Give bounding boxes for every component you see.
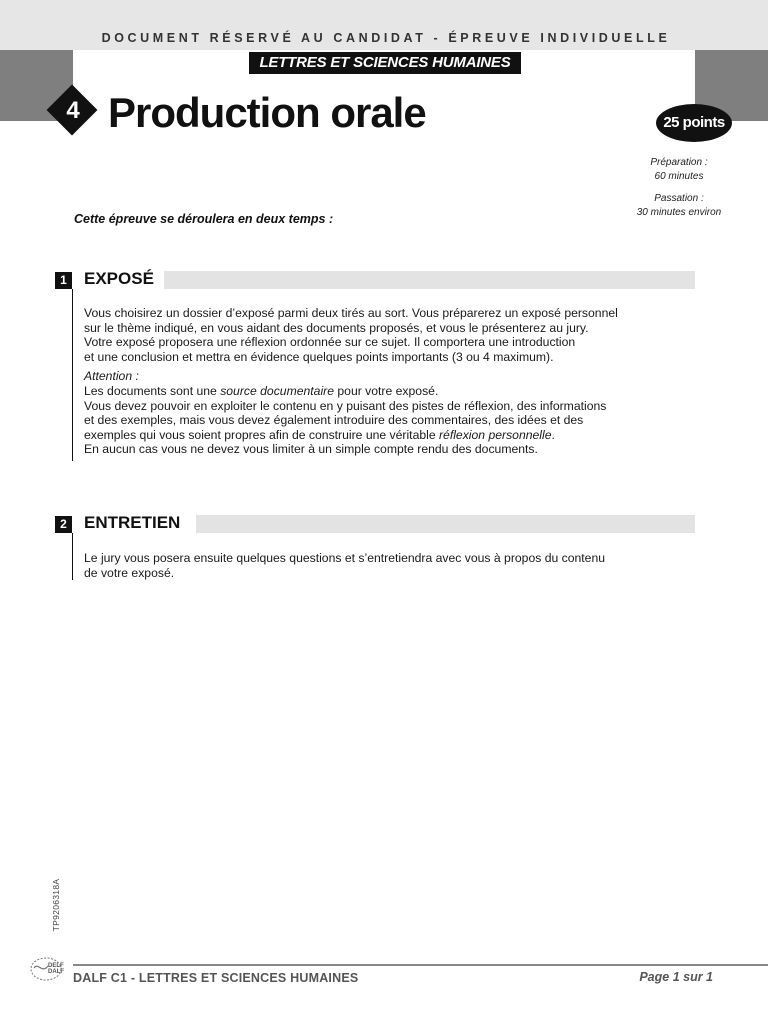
paragraph-line: et une conclusion et mettra en évidence quelques points importants (3 ou 4 maximum). bbox=[84, 349, 554, 364]
svg-text:DELF: DELF bbox=[48, 963, 64, 969]
attention-line: et des exemples, mais vous devez également introduire des commentaires, des idées et des bbox=[84, 413, 584, 428]
section-number: 1 bbox=[55, 272, 72, 289]
paragraph-line: de votre exposé. bbox=[84, 565, 175, 580]
intro-text: Cette épreuve se déroulera en deux temps : bbox=[74, 212, 334, 226]
svg-text:DALF: DALF bbox=[48, 969, 64, 975]
paragraph-line: sur le thème indiqué, en vous aidant des documents proposés, et vous le présenterez au jury. bbox=[84, 320, 589, 335]
paragraph-line: Vous choisirez un dossier d’exposé parmi deux tirés au sort. Vous préparerez un exposé personnel bbox=[84, 306, 618, 320]
section-number: 2 bbox=[55, 516, 72, 533]
preparation-value: 60 minutes bbox=[654, 171, 704, 182]
section-body-entretien bbox=[84, 551, 696, 580]
attention-label: Attention : bbox=[84, 369, 139, 384]
document-code: TP9206318A bbox=[51, 878, 61, 932]
points-badge: 25 points bbox=[656, 104, 732, 142]
part-number: 4 bbox=[66, 97, 80, 124]
timing-info bbox=[624, 156, 734, 220]
attention-line: En aucun cas vous ne devez vous limiter à un simple compte rendu des documents. bbox=[84, 442, 538, 457]
section-title-expose: EXPOSÉ bbox=[84, 269, 154, 288]
delf-dalf-logo-icon bbox=[28, 954, 64, 982]
attention-line: exemples qui vous soient propres afin de construire une véritable réflexion personnelle. bbox=[84, 427, 555, 442]
passation-value: 30 minutes environ bbox=[636, 207, 722, 218]
reserved-notice: DOCUMENT RÉSERVÉ AU CANDIDAT - ÉPREUVE INDIVIDUELLE bbox=[101, 31, 671, 45]
section-title-entretien: ENTRETIEN bbox=[84, 513, 181, 532]
attention-line: Les documents sont une source documentaire pour votre exposé. bbox=[84, 383, 439, 398]
section-rule bbox=[72, 289, 73, 461]
footer-title: DALF C1 - LETTRES ET SCIENCES HUMAINES bbox=[73, 971, 359, 985]
attention-line: Vous devez pouvoir en exploiter le contenu en y puisant des pistes de réflexion, des informations bbox=[84, 398, 607, 413]
section-title-bar bbox=[164, 271, 695, 289]
section-body-expose bbox=[84, 306, 696, 457]
footer-rule bbox=[73, 964, 768, 966]
passation-label: Passation : bbox=[654, 193, 704, 204]
page-number: Page 1 sur 1 bbox=[639, 970, 713, 984]
paragraph-line: Le jury vous posera ensuite quelques questions et s’entretiendra avec vous à propos du contenu bbox=[84, 551, 606, 565]
section-title-bar bbox=[196, 515, 695, 533]
subject-tag: LETTRES ET SCIENCES HUMAINES bbox=[249, 52, 521, 74]
preparation-label: Préparation : bbox=[650, 157, 708, 168]
section-rule bbox=[72, 533, 73, 580]
page-title: Production orale bbox=[108, 89, 426, 136]
paragraph-line: Votre exposé proposera une réflexion ordonnée sur ce sujet. Il comportera une introduction bbox=[84, 335, 576, 350]
